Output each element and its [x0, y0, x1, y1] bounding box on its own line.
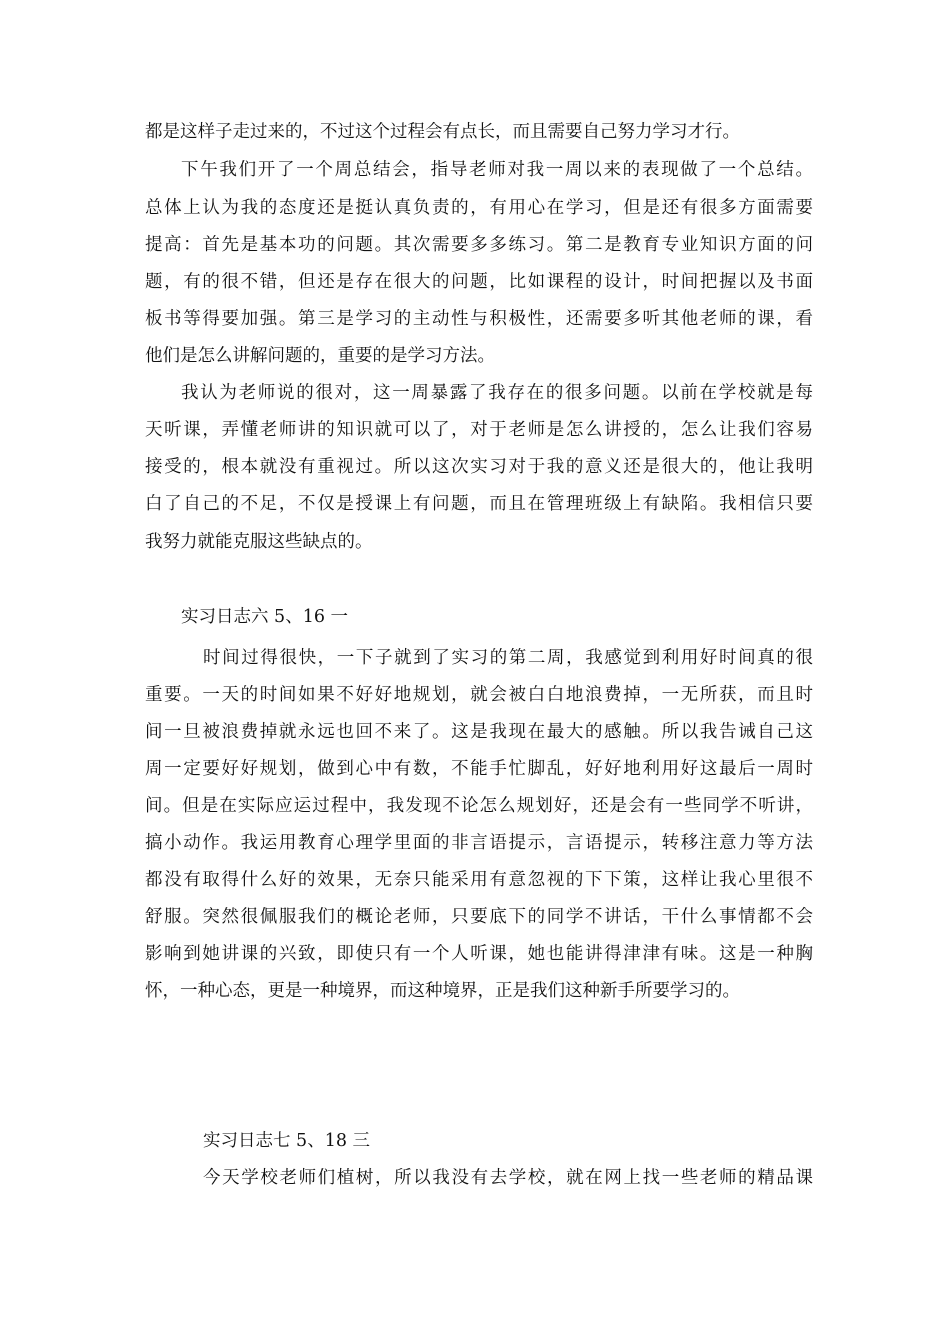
paragraph-line: 影响到她讲课的兴致，即使只有一个人听课，她也能讲得津津有味。这是一种胸 — [145, 944, 813, 964]
paragraph-line: 我认为老师说的很对，这一周暴露了我存在的很多问题。以前在学校就是每 — [181, 383, 813, 403]
paragraph-line: 都是这样子走过来的，不过这个过程会有点长，而且需要自己努力学习才行。 — [145, 122, 740, 142]
paragraph-line: 总体上认为我的态度还是挺认真负责的，有用心在学习，但是还有很多方面需要 — [145, 198, 813, 218]
paragraph-line: 下午我们开了一个周总结会，指导老师对我一周以来的表现做了一个总结。 — [181, 160, 813, 180]
paragraph-line: 提高：首先是基本功的问题。其次需要多多练习。第二是教育专业知识方面的问 — [145, 235, 813, 255]
paragraph-line: 今天学校老师们植树，所以我没有去学校，就在网上找一些老师的精品课 — [203, 1168, 813, 1188]
section-heading: 实习日志七 5、18 三 — [203, 1131, 371, 1151]
paragraph-line: 搞小动作。我运用教育心理学里面的非言语提示，言语提示，转移注意力等方法 — [145, 833, 813, 853]
paragraph-line: 重要。一天的时间如果不好好地规划，就会被白白地浪费掉，一无所获，而且时 — [145, 685, 813, 705]
paragraph-line: 间一旦被浪费掉就永远也回不来了。这是我现在最大的感触。所以我告诫自己这 — [145, 722, 813, 742]
paragraph-line: 他们是怎么讲解问题的，重要的是学习方法。 — [145, 346, 495, 366]
paragraph-line: 接受的，根本就没有重视过。所以这次实习对于我的意义还是很大的，他让我明 — [145, 457, 813, 477]
paragraph-line: 板书等得要加强。第三是学习的主动性与积极性，还需要多听其他老师的课，看 — [145, 309, 813, 329]
paragraph-line: 白了自己的不足，不仅是授课上有问题，而且在管理班级上有缺陷。我相信只要 — [145, 494, 813, 514]
paragraph-line: 天听课，弄懂老师讲的知识就可以了，对于老师是怎么讲授的，怎么让我们容易 — [145, 420, 813, 440]
section-heading: 实习日志六 5、16 一 — [181, 607, 349, 627]
paragraph-line: 间。但是在实际应运过程中，我发现不论怎么规划好，还是会有一些同学不听讲， — [145, 796, 813, 816]
paragraph-line: 周一定要好好规划，做到心中有数，不能手忙脚乱，好好地利用好这最后一周时 — [145, 759, 813, 779]
paragraph-line: 时间过得很快，一下子就到了实习的第二周，我感觉到利用好时间真的很 — [203, 648, 813, 668]
paragraph-line: 怀，一种心态，更是一种境界，而这种境界，正是我们这种新手所要学习的。 — [145, 981, 740, 1001]
paragraph-line: 舒服。突然很佩服我们的概论老师，只要底下的同学不讲话，干什么事情都不会 — [145, 907, 813, 927]
paragraph-line: 题，有的很不错，但还是存在很大的问题，比如课程的设计，时间把握以及书面 — [145, 272, 813, 292]
paragraph-line: 都没有取得什么好的效果，无奈只能采用有意忽视的下下策，这样让我心里很不 — [145, 870, 813, 890]
paragraph-line: 我努力就能克服这些缺点的。 — [145, 532, 373, 552]
